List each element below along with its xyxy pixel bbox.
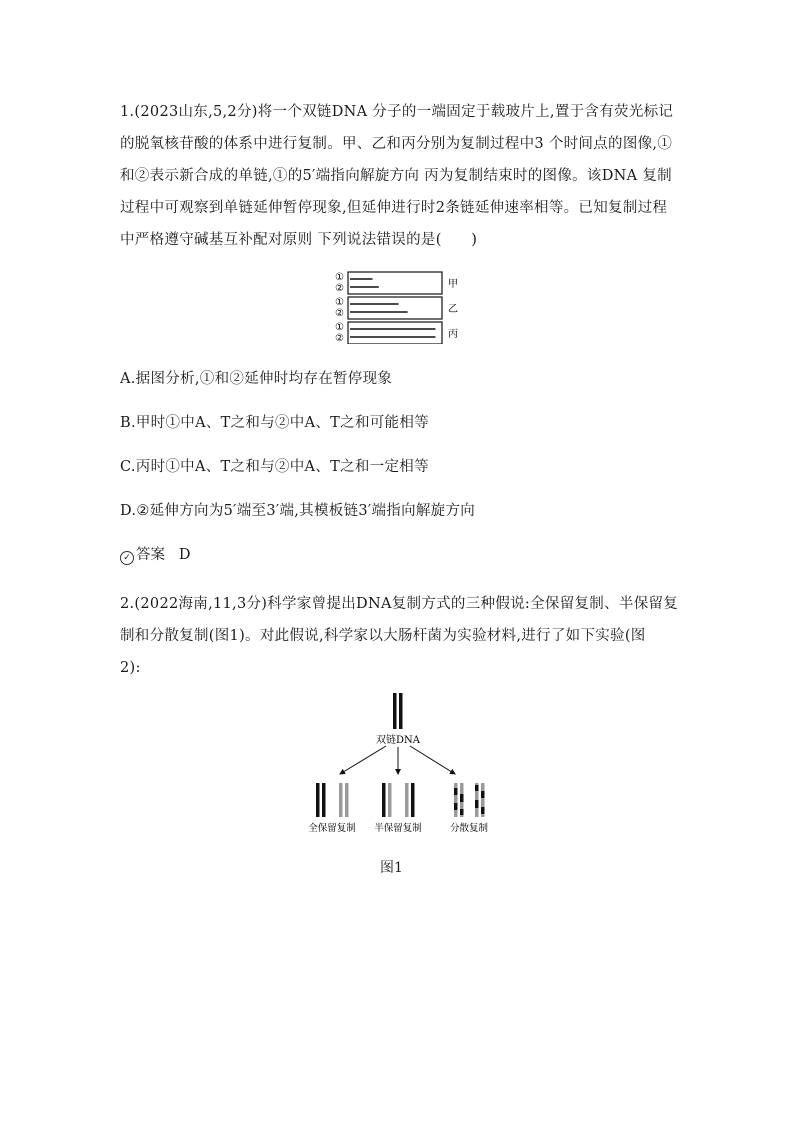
parent-strand xyxy=(399,693,403,729)
option-a: A.据图分析,①和②延伸时均存在暂停现象 xyxy=(120,371,393,387)
parent-strand xyxy=(393,693,397,729)
arrow-left xyxy=(340,746,386,774)
q1-stem xyxy=(120,96,680,256)
model-label: 全保留复制 xyxy=(308,823,356,834)
strand-segment xyxy=(454,803,458,810)
check-icon: ✓ xyxy=(120,551,134,565)
replication-models-figure xyxy=(300,690,500,840)
strand-old xyxy=(382,783,386,817)
model-label: 半保留复制 xyxy=(374,823,422,834)
option-d: D.②延伸方向为5′端至3′端,其模板链3′端指向解旋方向 xyxy=(120,503,476,519)
figure-caption: 图1 xyxy=(380,860,403,876)
answer-label: 答案 xyxy=(136,547,165,563)
answer-line xyxy=(120,545,190,565)
panel-bing xyxy=(335,322,458,344)
strand-1-label: ① xyxy=(335,322,344,333)
q1-line: 中严格遵守碱基互补配对原则 下列说法错误的是( ) xyxy=(120,232,478,248)
strand-2-label: ② xyxy=(335,308,344,319)
answer-value: D xyxy=(178,547,191,563)
strand-new xyxy=(345,783,349,817)
strand-segment xyxy=(475,785,479,791)
option-b: B.甲时①中A、T之和与②中A、T之和可能相等 xyxy=(120,415,429,431)
strand-old xyxy=(316,783,320,817)
q2-line: 制和分散复制(图1)。对此假说,科学家以大肠杆菌为实验材料,进行了如下实验(图 xyxy=(120,628,646,644)
panel-yi xyxy=(335,297,458,319)
panel-frame xyxy=(348,272,442,294)
panel-label: 丙 xyxy=(448,329,458,340)
strand-1-label: ① xyxy=(335,272,344,283)
q1-line: 的脱氧核苷酸的体系中进行复制。甲、乙和丙分别为复制过程中3 个时间点的图像,① xyxy=(120,136,673,152)
strand-segment xyxy=(475,800,479,808)
strand-segment xyxy=(454,788,458,795)
strand-old xyxy=(322,783,326,817)
strand-new xyxy=(339,783,343,817)
strand-2-label: ② xyxy=(335,283,344,294)
conservative-model xyxy=(308,783,356,834)
panel-label: 甲 xyxy=(448,279,458,290)
strand-segment xyxy=(460,794,464,802)
strand-new xyxy=(388,783,392,817)
replication-figure xyxy=(333,270,463,344)
panel-frame xyxy=(348,322,442,344)
strand-1-label: ① xyxy=(335,297,344,308)
strand-2-label: ② xyxy=(335,333,344,344)
strand-segment xyxy=(481,807,485,814)
strand-segment xyxy=(481,791,485,798)
panel-label: 乙 xyxy=(448,304,458,315)
q2-line: 2.(2022海南,11,3分)科学家曾提出DNA复制方式的三种假说:全保留复制、半保留复 xyxy=(120,596,679,612)
top-label: 双链DNA xyxy=(376,735,420,746)
strand-old xyxy=(411,783,415,817)
q1-line: 和②表示新合成的单链,①的5′端指向解旋方向 丙为复制结束时的图像。该DNA 复制 xyxy=(120,168,672,184)
option-c: C.丙时①中A、T之和与②中A、T之和一定相等 xyxy=(120,459,429,475)
panel-frame xyxy=(348,297,442,319)
q1-line: 1.(2023山东,5,2分)将一个双链DNA 分子的一端固定于载玻片上,置于含有荧光标记 xyxy=(120,104,674,120)
q1-line: 过程中可观察到单链延伸暂停现象,但延伸进行时2条链延伸速率相等。已知复制过程 xyxy=(120,200,668,216)
strand-segment xyxy=(460,809,464,815)
q2-stem xyxy=(120,588,680,684)
q2-line: 2): xyxy=(120,660,141,676)
panel-jia xyxy=(335,272,458,294)
dispersive-model xyxy=(450,783,488,834)
strand-new xyxy=(405,783,409,817)
arrow-right xyxy=(410,746,455,774)
model-label: 分散复制 xyxy=(449,823,489,834)
semiconservative-model xyxy=(374,783,422,834)
